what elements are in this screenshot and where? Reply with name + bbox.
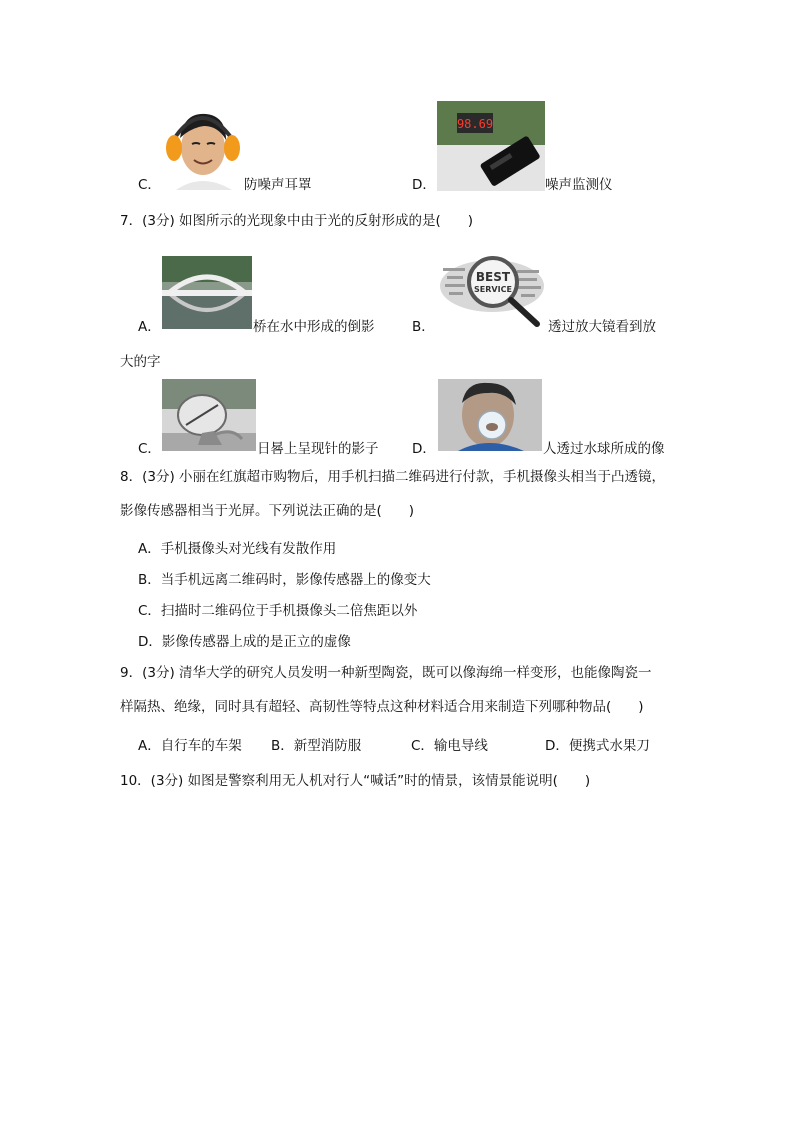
q6-option-d-label: D．	[412, 177, 436, 193]
q9-option-a: A．自行车的车架	[138, 738, 242, 754]
q7-option-d-label: D．	[412, 441, 436, 457]
q8-option-d: D．影像传感器上成的是正立的虚像	[138, 634, 351, 650]
magnifier-sign-line-2: SERVICE	[474, 285, 512, 294]
q8-option-a: A．手机摄像头对光线有发散作用	[138, 541, 337, 557]
q6-option-d-text: 噪声监测仪	[545, 177, 613, 193]
q9-option-b: B．新型消防服	[271, 738, 362, 754]
monitor-display-value: 98.69	[456, 117, 494, 131]
q9-option-d: D．便携式水果刀	[545, 738, 650, 754]
q10-stem: 10．(3分) 如图是警察利用无人机对行人“喊话”时的情景，该情景能说明( )	[120, 773, 591, 789]
q9-option-c: C．输电导线	[411, 738, 488, 754]
q8-option-c: C．扫描时二维码位于手机摄像头二倍焦距以外	[138, 603, 418, 619]
water-ball-photo	[438, 379, 542, 451]
q8-option-b: B．当手机远离二维码时，影像传感器上的像变大	[138, 572, 431, 588]
q6-option-c-label: C．	[138, 177, 161, 193]
sundial-photo	[162, 379, 256, 451]
q6-option-c-text: 防噪声耳罩	[244, 177, 312, 193]
q7-option-a-label: A．	[138, 319, 161, 335]
earmuff-photo	[162, 106, 244, 190]
q8-stem-line-1: 8．(3分) 小丽在红旗超市购物后，用手机扫描二维码进行付款，手机摄像头相当于凸透镜，	[120, 469, 666, 485]
bridge-reflection-photo	[162, 256, 252, 329]
magnifier-photo	[437, 254, 547, 330]
q9-stem-line-2: 样隔热、绝缘，同时具有超轻、高韧性等特点这种材料适合用来制造下列哪种物品( )	[120, 699, 644, 715]
magnifier-sign-line-1: BEST	[475, 270, 511, 284]
q9-stem-line-1: 9．(3分) 清华大学的研究人员发明一种新型陶瓷，既可以像海绵一样变形，也能像陶瓷一	[120, 665, 652, 681]
noise-monitor-photo	[437, 101, 545, 191]
q7-option-c-text: 日晷上呈现针的影子	[257, 441, 379, 457]
q7-option-c-label: C．	[138, 441, 161, 457]
q7-option-b-text-1: 透过放大镜看到放	[548, 319, 656, 335]
q7-option-a-text: 桥在水中形成的倒影	[253, 319, 375, 335]
q8-stem-line-2: 影像传感器相当于光屏。下列说法正确的是( )	[120, 503, 415, 519]
q7-option-b-label: B．	[412, 319, 435, 335]
q7-option-d-text: 人透过水球所成的像	[543, 441, 665, 457]
q7-option-b-text-2: 大的字	[120, 354, 161, 370]
q7-stem: 7．(3分) 如图所示的光现象中由于光的反射形成的是( )	[120, 213, 474, 229]
